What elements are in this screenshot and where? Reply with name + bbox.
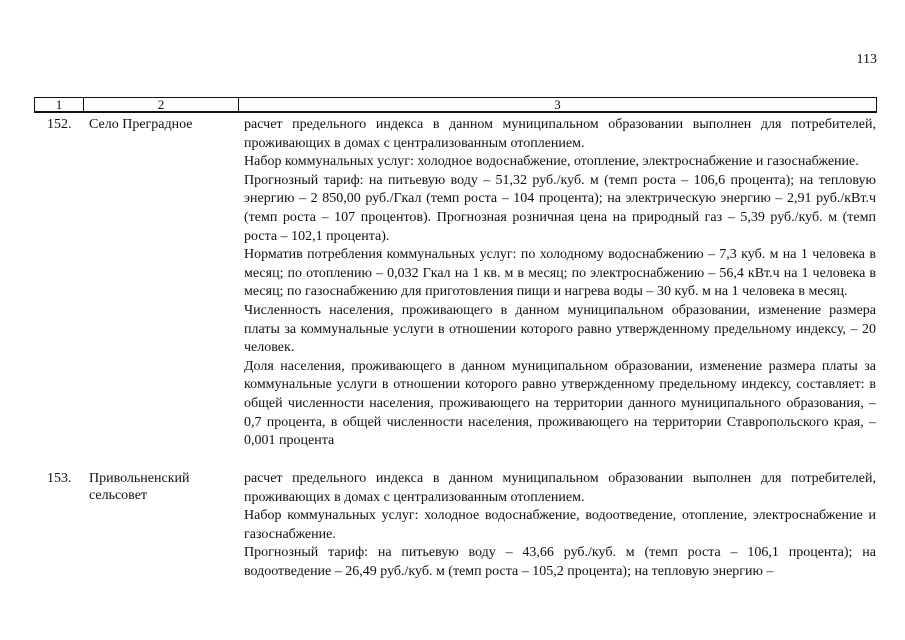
table-header xyxy=(34,97,877,112)
header-col-1: 1 xyxy=(35,98,84,111)
description-paragraph: Норматив потребления коммунальных услуг: по холодному водоснабжению – 7,3 куб. м на 1 человека в месяц; по отоплению – 0,032 Гкал на 1 кв. м в месяц; по электроснабжению – 56,4 кВт.ч на 1 человека в месяц; по газоснабжению для приготовления пищи и нагрева воды – 30 куб. м на 1 человека в месяц. xyxy=(244,247,876,300)
row-number: 153. xyxy=(47,471,72,486)
row-number: 152. xyxy=(47,117,72,132)
description-paragraph: Набор коммунальных услуг: холодное водоснабжение, отопление, электроснабжение и газоснабжение. xyxy=(244,154,859,170)
description-paragraph: Доля населения, проживающего в данном муниципальном образовании, изменение размера платы за коммунальные услуги в отношении которого равно утвержденному предельному индексу, составляет: в общей численности населения, проживающего на территории данного муниципального образования, – 0,7 процента, в общей численности населения, проживающего на территории Ставропольского края, – 0,001 процента xyxy=(244,358,876,449)
municipality-name: Привольненский сельсовет xyxy=(89,471,190,503)
description-paragraph: Прогнозный тариф: на питьевую воду – 43,66 руб./куб. м (темп роста – 106,1 процента); на водоотведение – 26,49 руб./куб. м (темп роста – 105,2 процента); на тепловую энергию – xyxy=(244,545,876,579)
description-paragraph: расчет предельного индекса в данном муниципальном образовании выполнен для потребителей, проживающих в домах с централизованным отоплением. xyxy=(244,471,876,505)
row-description xyxy=(244,470,876,582)
header-col-3: 3 xyxy=(554,97,561,112)
header-col-2: 2 xyxy=(84,98,239,111)
description-paragraph: Набор коммунальных услуг: холодное водоснабжение, водоотведение, отопление, электроснабжение и газоснабжение. xyxy=(244,508,876,542)
municipality-name: Село Преградное xyxy=(89,117,193,132)
page-number: 113 xyxy=(856,52,877,67)
row-description xyxy=(244,116,876,451)
header-rule xyxy=(34,112,877,113)
description-paragraph: Прогнозный тариф: на питьевую воду – 51,32 руб./куб. м (темп роста – 106,6 процента); на тепловую энергию – 2 850,00 руб./Гкал (темп роста – 104 процента); на электрическую энергию – 2,91 руб./кВт.ч (темп роста – 107 процентов). Прогнозная розничная цена на природный газ – 5,39 руб./куб. м (темп роста – 102,1 процента). xyxy=(244,172,876,244)
description-paragraph: расчет предельного индекса в данном муниципальном образовании выполнен для потребителей, проживающих в домах с централизованным отоплением. xyxy=(244,117,876,151)
description-paragraph: Численность населения, проживающего в данном муниципальном образовании, изменение размера платы за коммунальные услуги в отношении которого равно утвержденному предельному индексу, – 20 человек. xyxy=(244,302,876,356)
